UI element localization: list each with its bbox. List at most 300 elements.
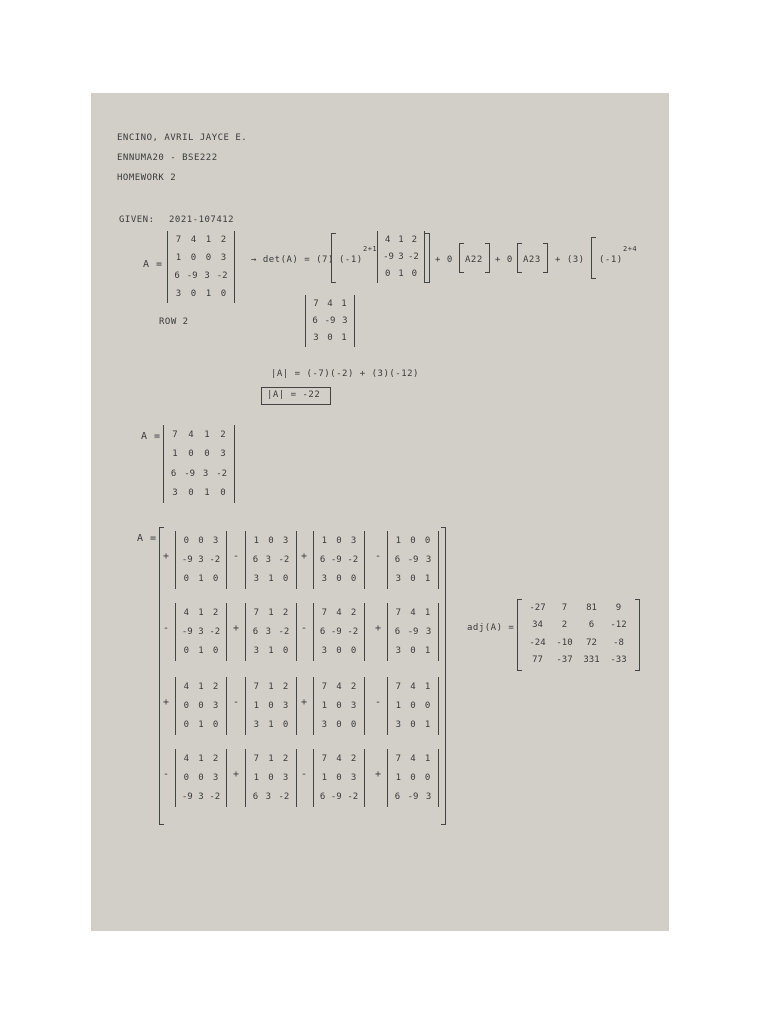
- matrix-entry: -9: [186, 271, 198, 281]
- cofactor-sign: -: [233, 697, 240, 708]
- matrix-entry: 1: [395, 700, 402, 711]
- matrix-entry: 0: [220, 488, 226, 499]
- matrix-entry: 7: [253, 607, 260, 618]
- matrix-entry: 0: [212, 574, 219, 585]
- matrix-entry: 7: [321, 681, 328, 692]
- matrix-entry: 6: [312, 315, 318, 326]
- matrix-row: [314, 701, 364, 711]
- matrix-entry: 3: [395, 646, 402, 657]
- matrix-entry: 7: [321, 607, 328, 618]
- matrix-entry: 0: [188, 488, 194, 499]
- matrix-entry: 2: [350, 753, 357, 764]
- matrix-entry: 4: [384, 234, 391, 245]
- adjugate-entry: -37: [556, 655, 573, 666]
- matrix-entry: 2: [282, 753, 289, 764]
- matrix-entry: 3: [425, 554, 432, 565]
- matrix-entry: 7: [253, 681, 260, 692]
- matrix-row: [388, 773, 438, 783]
- det-line-2: |A| = -22: [267, 390, 321, 400]
- matrix-entry: 4: [183, 681, 190, 692]
- matrix-entry: 0: [204, 449, 210, 460]
- matrix-row: [388, 720, 438, 730]
- matrix-entry: 4: [183, 607, 190, 618]
- matrix-entry: 4: [410, 607, 416, 618]
- adjugate-entry: -24: [529, 637, 546, 648]
- adjugate-entry: 34: [532, 620, 543, 631]
- matrix-entry: 0: [198, 700, 204, 711]
- matrix-entry: 1: [172, 449, 178, 460]
- matrix-entry: 3: [220, 449, 226, 460]
- cofactor-label: A =: [137, 533, 157, 544]
- matrix-row: [164, 449, 234, 459]
- matrix-entry: 3: [212, 700, 219, 711]
- adjugate-row: [521, 655, 635, 665]
- det-exponent-1: 2+1: [363, 245, 378, 253]
- matrix-row: [246, 536, 296, 546]
- cofactor-sign: +: [301, 551, 308, 562]
- adjugate-entry: -33: [610, 655, 627, 666]
- matrix-row: [168, 289, 234, 299]
- matrix-entry: 3: [350, 700, 357, 711]
- matrix-entry: 0: [336, 535, 342, 546]
- matrix-row: [388, 792, 438, 802]
- matrix-entry: -9: [184, 468, 196, 479]
- matrix-row: [176, 792, 226, 802]
- matrix-entry: 2: [212, 753, 219, 764]
- matrix-entry: -2: [347, 792, 359, 803]
- adjugate-entry: 81: [586, 602, 597, 613]
- matrix-entry: -9: [330, 792, 342, 803]
- matrix-entry: 4: [183, 753, 190, 764]
- matrix-entry: 2: [212, 681, 219, 692]
- matrix-entry: 1: [398, 234, 404, 245]
- matrix-row: [246, 682, 296, 692]
- matrix-entry: 0: [336, 700, 342, 711]
- cofactor-minor: [313, 749, 365, 807]
- matrix-row: [306, 316, 354, 326]
- matrix-entry: 0: [282, 574, 289, 585]
- matrix-entry: 3: [395, 574, 402, 585]
- cofactor-minor: [387, 531, 439, 589]
- matrix-a-label: A =: [143, 259, 163, 270]
- matrix-entry: -9: [181, 626, 193, 637]
- matrix-row: [176, 754, 226, 764]
- given-value: 2021-107412: [169, 215, 235, 225]
- matrix-entry: 3: [395, 720, 402, 731]
- matrix-entry: 0: [424, 700, 431, 711]
- matrix-entry: 6: [319, 626, 326, 637]
- matrix-row: [176, 773, 226, 783]
- matrix-entry: 1: [198, 720, 204, 731]
- adjugate-entry: -12: [610, 620, 627, 631]
- matrix-entry: 0: [190, 289, 197, 299]
- matrix-entry: 1: [268, 720, 274, 731]
- matrix-entry: 3: [265, 792, 271, 803]
- cofactor-sign: -: [163, 769, 170, 780]
- matrix-entry: 7: [175, 235, 182, 245]
- matrix-entry: 1: [268, 646, 274, 657]
- adjugate-entry: 72: [586, 637, 597, 648]
- cofactor-minor: [387, 603, 439, 661]
- given-label: GIVEN:: [119, 215, 155, 225]
- cofactor-sign: -: [233, 551, 240, 562]
- matrix-row: [246, 792, 296, 802]
- matrix-entry: 0: [183, 646, 190, 657]
- matrix-entry: 4: [410, 753, 416, 764]
- matrix-entry: 1: [424, 753, 431, 764]
- matrix-entry: 0: [350, 646, 357, 657]
- minor-1: [377, 231, 425, 283]
- matrix-row: [314, 682, 364, 692]
- bracket: [517, 243, 522, 273]
- matrix-row: [176, 608, 226, 618]
- row-note: ROW 2: [159, 317, 189, 327]
- matrix-row: [246, 720, 296, 730]
- homework-paper: [91, 93, 669, 931]
- matrix-entry: 7: [395, 681, 402, 692]
- matrix-entry: -2: [347, 554, 359, 565]
- matrix-entry: 1: [321, 772, 328, 783]
- student-name: ENCINO, AVRIL JAYCE E.: [117, 133, 248, 143]
- matrix-entry: -2: [216, 468, 228, 479]
- det-term-3: + 0: [495, 255, 513, 265]
- matrix-entry: 3: [282, 535, 289, 546]
- matrix-entry: 2: [282, 607, 289, 618]
- matrix-entry: 0: [198, 535, 204, 546]
- matrix-entry: 1: [395, 535, 402, 546]
- matrix-row: [176, 536, 226, 546]
- cofactor-sign: +: [163, 697, 170, 708]
- cofactor-sign: +: [375, 623, 382, 634]
- matrix-entry: -9: [181, 554, 193, 565]
- matrix-entry: 2: [411, 234, 418, 245]
- adjugate-entry: 7: [561, 602, 568, 613]
- matrix-entry: 0: [282, 646, 289, 657]
- matrix-row: [314, 536, 364, 546]
- det-sign-1: (-1): [339, 255, 363, 265]
- matrix-entry: 0: [336, 720, 342, 731]
- matrix-entry: 1: [268, 607, 274, 618]
- matrix-row: [314, 608, 364, 618]
- matrix-row: [388, 701, 438, 711]
- matrix-entry: 0: [188, 449, 194, 460]
- cofactor-sign: +: [233, 623, 240, 634]
- matrix-entry: 0: [183, 535, 190, 546]
- matrix-row: [176, 646, 226, 656]
- adjugate-entry: 77: [532, 655, 543, 666]
- matrix-entry: 1: [395, 772, 402, 783]
- matrix-row: [388, 536, 438, 546]
- matrix-entry: 0: [212, 720, 219, 731]
- matrix-entry: -9: [407, 554, 419, 565]
- matrix-row: [388, 555, 438, 565]
- matrix-entry: -2: [209, 554, 221, 565]
- cofactor-minor: [175, 531, 227, 589]
- matrix-entry: 6: [252, 626, 259, 637]
- adjugate-entry: 2: [561, 620, 568, 631]
- matrix-entry: 0: [424, 772, 431, 783]
- matrix-entry: 0: [268, 535, 274, 546]
- cofactor-sign: -: [375, 551, 382, 562]
- matrix-entry: 6: [252, 792, 259, 803]
- matrix-row: [388, 574, 438, 584]
- matrix-entry: 1: [424, 574, 431, 585]
- matrix-row: [314, 792, 364, 802]
- bracket: [543, 243, 548, 273]
- matrix-entry: 1: [253, 535, 260, 546]
- matrix-row: [388, 754, 438, 764]
- matrix-entry: -2: [408, 251, 419, 262]
- matrix-entry: 0: [198, 772, 204, 783]
- det-exponent-4: 2+4: [623, 245, 638, 253]
- cofactor-sign: -: [301, 623, 308, 634]
- matrix-entry: 0: [220, 289, 227, 299]
- matrix-entry: 6: [319, 554, 326, 565]
- matrix-row: [176, 701, 226, 711]
- matrix-entry: 6: [252, 554, 259, 565]
- matrix-entry: -2: [209, 626, 221, 637]
- matrix-entry: 0: [350, 574, 357, 585]
- cofactor-minor: [245, 531, 297, 589]
- matrix-entry: 7: [172, 429, 178, 440]
- bracket: [459, 243, 464, 273]
- matrix-entry: -9: [181, 792, 193, 803]
- matrix-entry: 4: [410, 681, 416, 692]
- matrix-row: [176, 627, 226, 637]
- matrix-row: [314, 574, 364, 584]
- matrix-row: [314, 720, 364, 730]
- matrix-entry: 3: [321, 574, 328, 585]
- matrix-entry: 3: [198, 554, 204, 565]
- matrix-entry: 3: [265, 626, 271, 637]
- matrix-entry: -2: [216, 271, 228, 281]
- matrix-entry: 0: [411, 269, 418, 280]
- matrix-row: [306, 299, 354, 309]
- matrix-entry: 6: [170, 468, 177, 479]
- matrix-entry: -2: [278, 792, 290, 803]
- bracket: [485, 243, 490, 273]
- matrix-row: [176, 682, 226, 692]
- matrix-entry: -9: [407, 626, 419, 637]
- matrix-entry: 1: [398, 269, 404, 280]
- matrix-entry: 3: [172, 488, 178, 499]
- matrix-row: [176, 574, 226, 584]
- matrix-entry: 0: [410, 535, 416, 546]
- cofactor-sign: -: [163, 623, 170, 634]
- matrix-a: [167, 231, 235, 303]
- matrix-entry: 1: [341, 333, 347, 344]
- matrix-entry: 2: [220, 429, 226, 440]
- matrix-row: [314, 627, 364, 637]
- matrix-row: [314, 773, 364, 783]
- matrix-entry: 0: [410, 772, 416, 783]
- matrix-entry: 3: [253, 574, 260, 585]
- cofactor-minor: [313, 603, 365, 661]
- matrix-entry: 0: [205, 253, 212, 263]
- det-sign-4: (-1): [599, 255, 623, 265]
- matrix-entry: 1: [424, 720, 431, 731]
- matrix-entry: -9: [330, 626, 342, 637]
- adjugate-entry: 331: [583, 655, 600, 666]
- matrix-entry: 6: [174, 271, 180, 281]
- det-term-2: + 0: [435, 255, 453, 265]
- adjugate-entry: 6: [588, 620, 595, 631]
- matrix-row: [168, 253, 234, 263]
- matrix-entry: 6: [394, 792, 401, 803]
- matrix-entry: 0: [212, 646, 219, 657]
- matrix-entry: 7: [395, 607, 402, 618]
- cofactor-minor: [245, 603, 297, 661]
- matrix-row: [378, 269, 424, 279]
- adjugate-label: adj(A) =: [467, 623, 515, 633]
- matrix-entry: 0: [410, 720, 416, 731]
- matrix-entry: 3: [321, 646, 328, 657]
- adjugate-entry: -8: [613, 637, 624, 648]
- matrix-entry: -9: [324, 315, 336, 326]
- matrix-entry: 3: [212, 772, 219, 783]
- matrix-entry: 0: [268, 700, 274, 711]
- matrix-entry: 3: [350, 535, 357, 546]
- matrix-entry: -9: [407, 792, 419, 803]
- matrix-entry: 2: [282, 681, 289, 692]
- cofactor-minor: [175, 603, 227, 661]
- course-code: ENNUMA20 - BSE222: [117, 153, 218, 163]
- matrix-entry: 0: [410, 700, 416, 711]
- matrix-row: [314, 555, 364, 565]
- matrix-row: [246, 627, 296, 637]
- matrix-entry: 0: [336, 772, 342, 783]
- cofactor-minor: [313, 531, 365, 589]
- matrix-entry: -2: [278, 626, 290, 637]
- matrix-entry: 0: [410, 646, 416, 657]
- matrix-row: [388, 608, 438, 618]
- cofactor-minor: [313, 677, 365, 735]
- matrix-entry: 2: [220, 235, 227, 245]
- matrix-entry: 3: [253, 646, 260, 657]
- matrix-entry: 3: [198, 792, 204, 803]
- matrix-entry: 1: [253, 700, 260, 711]
- bracket: [159, 527, 164, 825]
- bracket: [425, 233, 430, 283]
- bracket: [635, 599, 640, 671]
- assignment-title: HOMEWORK 2: [117, 173, 177, 183]
- cofactor-minor: [387, 749, 439, 807]
- matrix-entry: 1: [321, 535, 328, 546]
- matrix-entry: 7: [253, 753, 260, 764]
- matrix-entry: 1: [175, 253, 182, 263]
- matrix-row: [246, 701, 296, 711]
- matrix-row: [246, 773, 296, 783]
- matrix-entry: 1: [424, 681, 431, 692]
- matrix-entry: 3: [220, 253, 227, 263]
- matrix-entry: 7: [321, 753, 328, 764]
- matrix-entry: -9: [330, 554, 342, 565]
- matrix-entry: 0: [183, 772, 190, 783]
- cofactor-sign: +: [301, 697, 308, 708]
- matrix-entry: 0: [268, 772, 274, 783]
- matrix-row: [314, 754, 364, 764]
- matrix-entry: 1: [268, 574, 274, 585]
- cofactor-minor: [175, 749, 227, 807]
- matrix-entry: 1: [198, 646, 204, 657]
- matrix-row: [164, 488, 234, 498]
- matrix-row: [176, 555, 226, 565]
- matrix-entry: 3: [202, 468, 209, 479]
- cofactor-sign: +: [163, 551, 170, 562]
- matrix-row: [164, 430, 234, 440]
- matrix-entry: 0: [336, 646, 342, 657]
- bracket: [591, 237, 596, 279]
- adjugate-entry: -10: [556, 637, 573, 648]
- matrix-row: [388, 646, 438, 656]
- matrix-entry: 4: [336, 681, 342, 692]
- matrix-entry: 2: [350, 681, 357, 692]
- matrix-entry: 0: [190, 253, 197, 263]
- matrix-entry: 4: [336, 607, 342, 618]
- matrix-entry: 6: [394, 626, 401, 637]
- matrix-entry: 3: [253, 720, 260, 731]
- det-line-1: |A| = (-7)(-2) + (3)(-12): [271, 369, 419, 379]
- matrix-entry: 2: [350, 607, 357, 618]
- cofactor-sign: -: [301, 769, 308, 780]
- matrix-row: [246, 754, 296, 764]
- matrix-entry: 7: [313, 298, 319, 309]
- matrix-entry: -2: [278, 554, 290, 565]
- matrix-entry: 1: [253, 772, 260, 783]
- matrix-a-repeat: [163, 425, 235, 503]
- matrix-entry: 3: [204, 271, 210, 281]
- adjugate-row: [521, 638, 635, 648]
- matrix-entry: -2: [347, 626, 359, 637]
- minor-4: [305, 295, 355, 347]
- matrix-entry: 1: [198, 607, 204, 618]
- matrix-entry: -2: [209, 792, 221, 803]
- cofactor-minor: [245, 677, 297, 735]
- matrix-entry: 0: [183, 720, 190, 731]
- matrix-entry: 3: [342, 315, 348, 326]
- matrix-entry: 1: [198, 574, 204, 585]
- matrix-entry: 3: [313, 333, 319, 344]
- matrix-entry: 1: [205, 289, 212, 299]
- matrix-entry: 3: [350, 772, 357, 783]
- matrix-entry: 1: [268, 753, 274, 764]
- matrix-entry: 1: [424, 646, 431, 657]
- matrix-entry: 1: [268, 681, 274, 692]
- cofactor-minor: [175, 677, 227, 735]
- bracket: [331, 233, 336, 283]
- matrix-a2-label: A =: [141, 431, 161, 442]
- matrix-entry: 3: [425, 626, 432, 637]
- matrix-entry: 0: [424, 535, 431, 546]
- matrix-entry: 0: [183, 700, 190, 711]
- a22-label: A22: [465, 255, 483, 265]
- cofactor-sign: +: [233, 769, 240, 780]
- matrix-entry: 0: [336, 574, 342, 585]
- matrix-entry: 3: [282, 700, 289, 711]
- matrix-entry: 4: [336, 753, 342, 764]
- matrix-entry: 3: [282, 772, 289, 783]
- matrix-row: [246, 608, 296, 618]
- matrix-row: [246, 555, 296, 565]
- matrix-entry: 3: [321, 720, 328, 731]
- matrix-entry: 1: [198, 753, 204, 764]
- matrix-entry: 1: [204, 429, 210, 440]
- matrix-entry: 4: [190, 235, 197, 245]
- det-term-4: + (3): [555, 255, 585, 265]
- cofactor-sign: -: [375, 697, 382, 708]
- matrix-row: [168, 271, 234, 281]
- matrix-entry: 1: [341, 298, 347, 309]
